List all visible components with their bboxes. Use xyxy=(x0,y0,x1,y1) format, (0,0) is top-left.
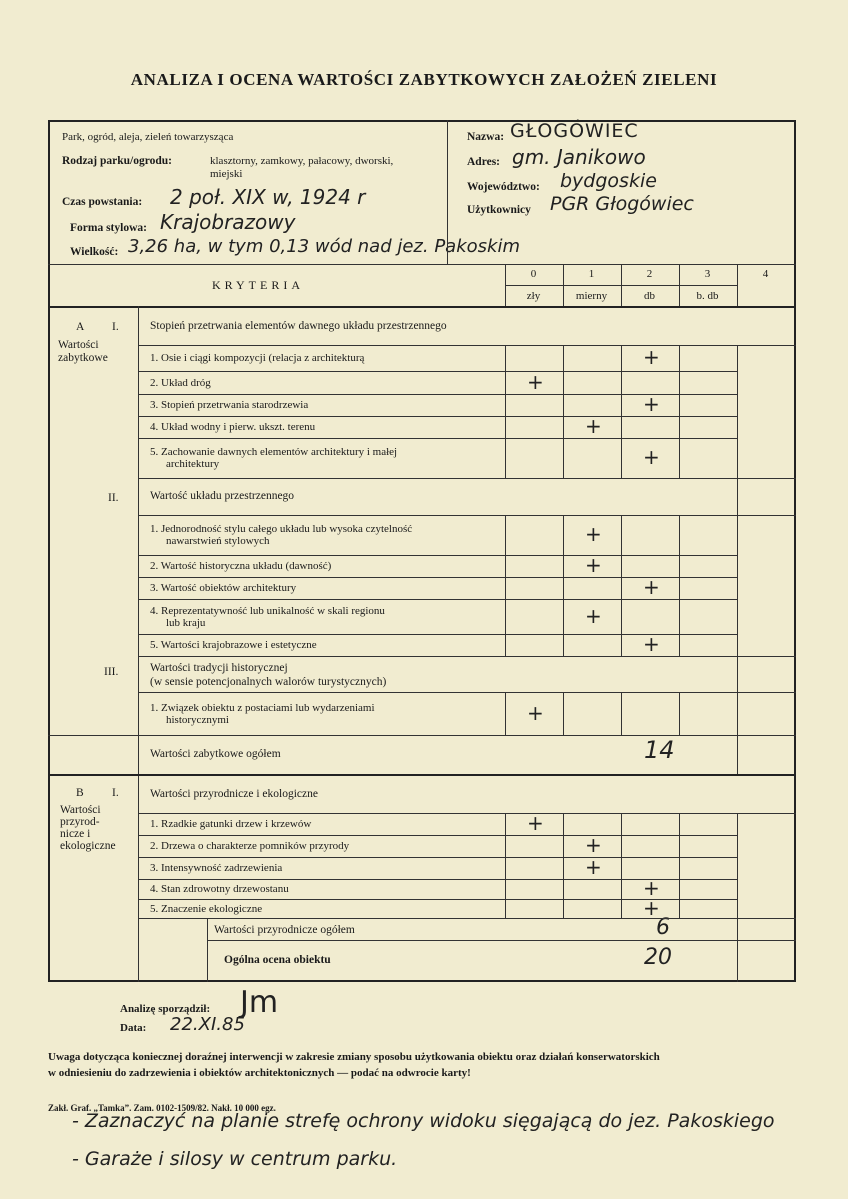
section-ii-title: Wartość układu przestrzennego xyxy=(150,490,295,502)
criteria-label: 1. Związek obiektu z postaciami lub wydarzeniami xyxy=(150,701,375,714)
b-total-value: 6 xyxy=(656,915,670,940)
analyzed-label: Analizę sporządził: xyxy=(120,1003,211,1015)
section-ii-roman: II. xyxy=(108,492,119,504)
col-1-label: mierny xyxy=(575,290,608,302)
criteria-label: 1. Rzadkie gatunki drzew i krzewów xyxy=(150,818,312,830)
rating-mark: + xyxy=(527,369,544,394)
adres-label: Adres: xyxy=(467,156,501,168)
handwritten-note-2: - Garaże i silosy w centrum parku. xyxy=(72,1148,398,1170)
section-a-label-2: zabytkowe xyxy=(58,352,108,364)
nazwa-label: Nazwa: xyxy=(467,131,505,143)
criteria-label-cont: nawarstwień stylowych xyxy=(166,535,270,547)
park-types-label: Park, ogród, aleja, zieleń towarzysząca xyxy=(62,131,234,143)
rating-mark: + xyxy=(643,876,660,900)
czas-label: Czas powstania: xyxy=(62,196,143,208)
criteria-label-cont: lub kraju xyxy=(166,616,206,629)
col-3-num: 3 xyxy=(704,268,711,280)
section-i-title: Stopień przetrwania elementów dawnego układu przestrzennego xyxy=(150,320,447,332)
col-0-label: zły xyxy=(526,290,541,302)
date-value: 22.XI.85 xyxy=(170,1014,245,1035)
czas-value: 2 poł. XIX w, 1924 r xyxy=(170,185,366,209)
a-total-value: 14 xyxy=(644,736,675,764)
section-iii-title-2: (w sensie potencjonalnych walorów turystycznych) xyxy=(150,676,387,688)
rating-mark: + xyxy=(585,553,602,577)
criteria-label: 5. Znaczenie ekologiczne xyxy=(150,902,263,915)
section-b-label-1: Wartości xyxy=(60,804,101,816)
criteria-label: 1. Osie i ciągi kompozycji (relacja z architekturą xyxy=(150,352,365,364)
date-label: Data: xyxy=(120,1022,147,1034)
section-b-label-4: ekologiczne xyxy=(60,840,116,852)
section-iii-roman: III. xyxy=(104,666,119,678)
rating-mark: + xyxy=(643,345,660,369)
criteria-label: 3. Intensywność zadrzewienia xyxy=(150,862,283,874)
criteria-label: 5. Zachowanie dawnych elementów architektury i małej xyxy=(150,446,398,458)
rodzaj-label: Rodzaj parku/ogrodu: xyxy=(62,155,173,167)
rodzaj-options: klasztorny, zamkowy, pałacowy, dworski, xyxy=(210,155,394,167)
uzytkownicy-value: PGR Głogówiec xyxy=(550,193,694,215)
section-b-letter: B xyxy=(76,787,84,799)
criteria-label-cont: architektury xyxy=(166,458,220,470)
criteria-label: 4. Reprezentatywność lub unikalność w skali regionu xyxy=(150,604,385,617)
rating-mark: + xyxy=(643,632,660,656)
criteria-label: 2. Wartość historyczna układu (dawność) xyxy=(150,560,332,572)
criteria-label: 2. Drzewa o charakterze pomników przyrody xyxy=(150,840,350,852)
rating-mark: + xyxy=(527,700,544,725)
rating-mark: + xyxy=(585,603,602,628)
wojewodztwo-value: bydgoskie xyxy=(560,170,657,192)
section-b-roman: I. xyxy=(112,787,119,799)
criteria-label: 1. Jednorodność stylu całego układu lub wysoka czytelność xyxy=(150,523,413,535)
section-b-label-3: nicze i xyxy=(60,828,91,840)
criteria-label: 3. Stopień przetrwania starodrzewia xyxy=(150,399,309,411)
rodzaj-options-2: miejski xyxy=(210,168,243,180)
section-a-label-1: Wartości xyxy=(58,339,99,351)
criteria-label: 5. Wartości krajobrazowe i estetyczne xyxy=(150,639,317,651)
col-1-num: 1 xyxy=(588,268,595,280)
section-b-title: Wartości przyrodnicze i ekologiczne xyxy=(150,788,318,800)
section-a-letter: A xyxy=(76,321,85,333)
criteria-label: 4. Układ wodny i pierw. ukszt. terenu xyxy=(150,421,316,433)
signature: Jm xyxy=(240,985,279,1020)
wielkosc-value: 3,26 ha, w tym 0,13 wód nad jez. Pakoskim xyxy=(128,236,520,257)
rating-mark: + xyxy=(585,414,602,438)
adres-value: gm. Janikowo xyxy=(512,145,646,169)
col-3-label: b. db xyxy=(696,290,719,302)
rating-mark: + xyxy=(643,575,660,599)
col-4-num: 4 xyxy=(762,268,769,280)
print-info: Zakł. Graf. „Tamka”. Zam. 0102-1509/82. Nakł. 10 000 egz. xyxy=(48,1103,276,1113)
wielkosc-label: Wielkość: xyxy=(70,246,119,258)
note-line-2: w odniesieniu do zadrzewienia i obiektów architektonicznych — podać na odwrocie karty! xyxy=(48,1067,471,1079)
overall-label: Ogólna ocena obiektu xyxy=(224,954,331,966)
a-total-label: Wartości zabytkowe ogółem xyxy=(150,748,281,760)
b-total-label: Wartości przyrodnicze ogółem xyxy=(214,924,355,936)
col-2-label: db xyxy=(644,290,655,302)
rating-mark: + xyxy=(585,855,602,879)
uzytkownicy-label: Użytkownicy xyxy=(467,204,531,216)
wojewodztwo-label: Województwo: xyxy=(467,181,540,193)
criteria-label: 3. Wartość obiektów architektury xyxy=(150,582,297,594)
criteria-label: 4. Stan zdrowotny drzewostanu xyxy=(150,883,289,895)
forma-value: Krajobrazowy xyxy=(160,210,296,234)
rating-mark: + xyxy=(585,522,602,546)
rating-mark: + xyxy=(643,895,660,920)
handwritten-note-1: - Zaznaczyć na planie strefę ochrony widoku sięgającą do jez. Pakoskiego xyxy=(72,1110,775,1132)
nazwa-value: GŁOGÓWIEC xyxy=(510,120,639,142)
criteria-label-cont: historycznymi xyxy=(166,713,229,726)
section-a-roman: I. xyxy=(112,321,119,333)
note-line-1: Uwaga dotycząca koniecznej doraźnej interwencji w zakresie zmiany sposobu użytkowania obiektu oraz działań konserwatorskich xyxy=(48,1051,660,1063)
rating-mark: + xyxy=(585,833,602,857)
section-b-label-2: przyrod- xyxy=(60,816,100,828)
kryteria-label: KRYTERIA xyxy=(212,278,304,292)
form-title: ANALIZA I OCENA WARTOŚCI ZABYTKOWYCH ZAŁOŻEŃ ZIELENI xyxy=(130,70,718,89)
overall-value: 20 xyxy=(644,945,672,970)
rating-mark: + xyxy=(643,445,660,469)
rating-mark: + xyxy=(527,811,544,835)
col-2-num: 2 xyxy=(646,268,653,280)
rating-mark: + xyxy=(643,392,660,416)
forma-label: Forma stylowa: xyxy=(70,222,147,234)
criteria-label: 2. Układ dróg xyxy=(150,376,211,389)
section-iii-title-1: Wartości tradycji historycznej xyxy=(150,662,288,674)
col-0-num: 0 xyxy=(530,268,537,280)
